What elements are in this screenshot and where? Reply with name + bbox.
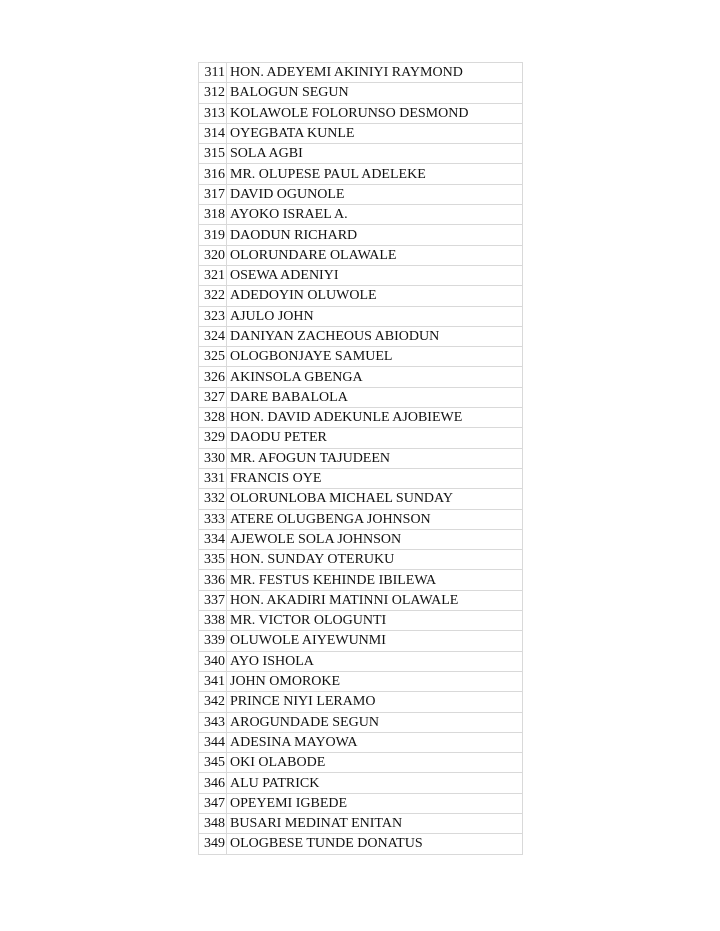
- row-name: PRINCE NIYI LERAMO: [227, 692, 523, 712]
- name-list-body: [199, 63, 523, 855]
- table-row: [199, 570, 523, 590]
- row-number: 342: [199, 692, 227, 712]
- table-row: [199, 590, 523, 610]
- row-name: OLOGBESE TUNDE DONATUS: [227, 834, 523, 854]
- row-number: 334: [199, 529, 227, 549]
- row-number: 341: [199, 671, 227, 691]
- row-name: DARE BABALOLA: [227, 387, 523, 407]
- table-row: [199, 448, 523, 468]
- row-name: KOLAWOLE FOLORUNSO DESMOND: [227, 103, 523, 123]
- table-row: [199, 164, 523, 184]
- row-number: 339: [199, 631, 227, 651]
- row-number: 318: [199, 205, 227, 225]
- row-number: 346: [199, 773, 227, 793]
- row-name: JOHN OMOROKE: [227, 671, 523, 691]
- row-number: 336: [199, 570, 227, 590]
- row-number: 330: [199, 448, 227, 468]
- table-row: [199, 489, 523, 509]
- row-number: 343: [199, 712, 227, 732]
- row-name: AYO ISHOLA: [227, 651, 523, 671]
- row-name: AYOKO ISRAEL A.: [227, 205, 523, 225]
- row-number: 345: [199, 753, 227, 773]
- row-number: 312: [199, 83, 227, 103]
- row-name: ALU PATRICK: [227, 773, 523, 793]
- row-name: OKI OLABODE: [227, 753, 523, 773]
- row-number: 335: [199, 550, 227, 570]
- row-number: 329: [199, 428, 227, 448]
- table-row: [199, 428, 523, 448]
- table-row: [199, 712, 523, 732]
- row-name: MR. AFOGUN TAJUDEEN: [227, 448, 523, 468]
- row-number: 311: [199, 63, 227, 83]
- row-number: 337: [199, 590, 227, 610]
- row-name: MR. VICTOR OLOGUNTI: [227, 611, 523, 631]
- table-row: [199, 793, 523, 813]
- table-row: [199, 773, 523, 793]
- table-row: [199, 813, 523, 833]
- row-name: ADEDOYIN OLUWOLE: [227, 286, 523, 306]
- row-name: DAODUN RICHARD: [227, 225, 523, 245]
- table-row: [199, 367, 523, 387]
- row-name: DAVID OGUNOLE: [227, 184, 523, 204]
- row-number: 331: [199, 468, 227, 488]
- row-name: BALOGUN SEGUN: [227, 83, 523, 103]
- row-number: 324: [199, 326, 227, 346]
- row-name: DANIYAN ZACHEOUS ABIODUN: [227, 326, 523, 346]
- row-number: 313: [199, 103, 227, 123]
- row-name: MR. OLUPESE PAUL ADELEKE: [227, 164, 523, 184]
- row-number: 347: [199, 793, 227, 813]
- row-name: SOLA AGBI: [227, 144, 523, 164]
- row-number: 349: [199, 834, 227, 854]
- row-name: AJULO JOHN: [227, 306, 523, 326]
- row-number: 328: [199, 408, 227, 428]
- table-row: [199, 387, 523, 407]
- row-name: FRANCIS OYE: [227, 468, 523, 488]
- table-row: [199, 184, 523, 204]
- row-name: ATERE OLUGBENGA JOHNSON: [227, 509, 523, 529]
- row-name: OLORUNLOBA MICHAEL SUNDAY: [227, 489, 523, 509]
- table-row: [199, 63, 523, 83]
- table-row: [199, 834, 523, 854]
- row-name: AKINSOLA GBENGA: [227, 367, 523, 387]
- row-name: HON. AKADIRI MATINNI OLAWALE: [227, 590, 523, 610]
- table-row: [199, 326, 523, 346]
- table-row: [199, 468, 523, 488]
- row-number: 340: [199, 651, 227, 671]
- table-row: [199, 205, 523, 225]
- row-number: 316: [199, 164, 227, 184]
- table-row: [199, 347, 523, 367]
- row-number: 314: [199, 123, 227, 143]
- row-number: 323: [199, 306, 227, 326]
- row-number: 348: [199, 813, 227, 833]
- table-row: [199, 509, 523, 529]
- row-number: 320: [199, 245, 227, 265]
- table-row: [199, 306, 523, 326]
- table-row: [199, 245, 523, 265]
- row-number: 326: [199, 367, 227, 387]
- row-name: ADESINA MAYOWA: [227, 732, 523, 752]
- row-name: OSEWA ADENIYI: [227, 265, 523, 285]
- table-row: [199, 408, 523, 428]
- table-row: [199, 732, 523, 752]
- table-row: [199, 286, 523, 306]
- table-row: [199, 611, 523, 631]
- table-row: [199, 651, 523, 671]
- row-name: OYEGBATA KUNLE: [227, 123, 523, 143]
- row-name: OLOGBONJAYE SAMUEL: [227, 347, 523, 367]
- row-number: 315: [199, 144, 227, 164]
- table-row: [199, 265, 523, 285]
- table-row: [199, 753, 523, 773]
- table-row: [199, 692, 523, 712]
- table-row: [199, 631, 523, 651]
- row-name: MR. FESTUS KEHINDE IBILEWA: [227, 570, 523, 590]
- row-number: 317: [199, 184, 227, 204]
- row-name: DAODU PETER: [227, 428, 523, 448]
- row-number: 321: [199, 265, 227, 285]
- row-name: OPEYEMI IGBEDE: [227, 793, 523, 813]
- row-name: OLUWOLE AIYEWUNMI: [227, 631, 523, 651]
- row-number: 332: [199, 489, 227, 509]
- table-row: [199, 550, 523, 570]
- row-number: 322: [199, 286, 227, 306]
- row-name: HON. DAVID ADEKUNLE AJOBIEWE: [227, 408, 523, 428]
- row-number: 338: [199, 611, 227, 631]
- row-number: 325: [199, 347, 227, 367]
- table-row: [199, 103, 523, 123]
- table-row: [199, 144, 523, 164]
- row-name: OLORUNDARE OLAWALE: [227, 245, 523, 265]
- table-row: [199, 671, 523, 691]
- row-name: AJEWOLE SOLA JOHNSON: [227, 529, 523, 549]
- row-name: AROGUNDADE SEGUN: [227, 712, 523, 732]
- table-row: [199, 529, 523, 549]
- row-number: 333: [199, 509, 227, 529]
- row-number: 344: [199, 732, 227, 752]
- row-name: BUSARI MEDINAT ENITAN: [227, 813, 523, 833]
- row-name: HON. SUNDAY OTERUKU: [227, 550, 523, 570]
- table-row: [199, 123, 523, 143]
- table-row: [199, 83, 523, 103]
- table-row: [199, 225, 523, 245]
- row-number: 319: [199, 225, 227, 245]
- row-number: 327: [199, 387, 227, 407]
- row-name: HON. ADEYEMI AKINIYI RAYMOND: [227, 63, 523, 83]
- name-list-table: [198, 62, 523, 855]
